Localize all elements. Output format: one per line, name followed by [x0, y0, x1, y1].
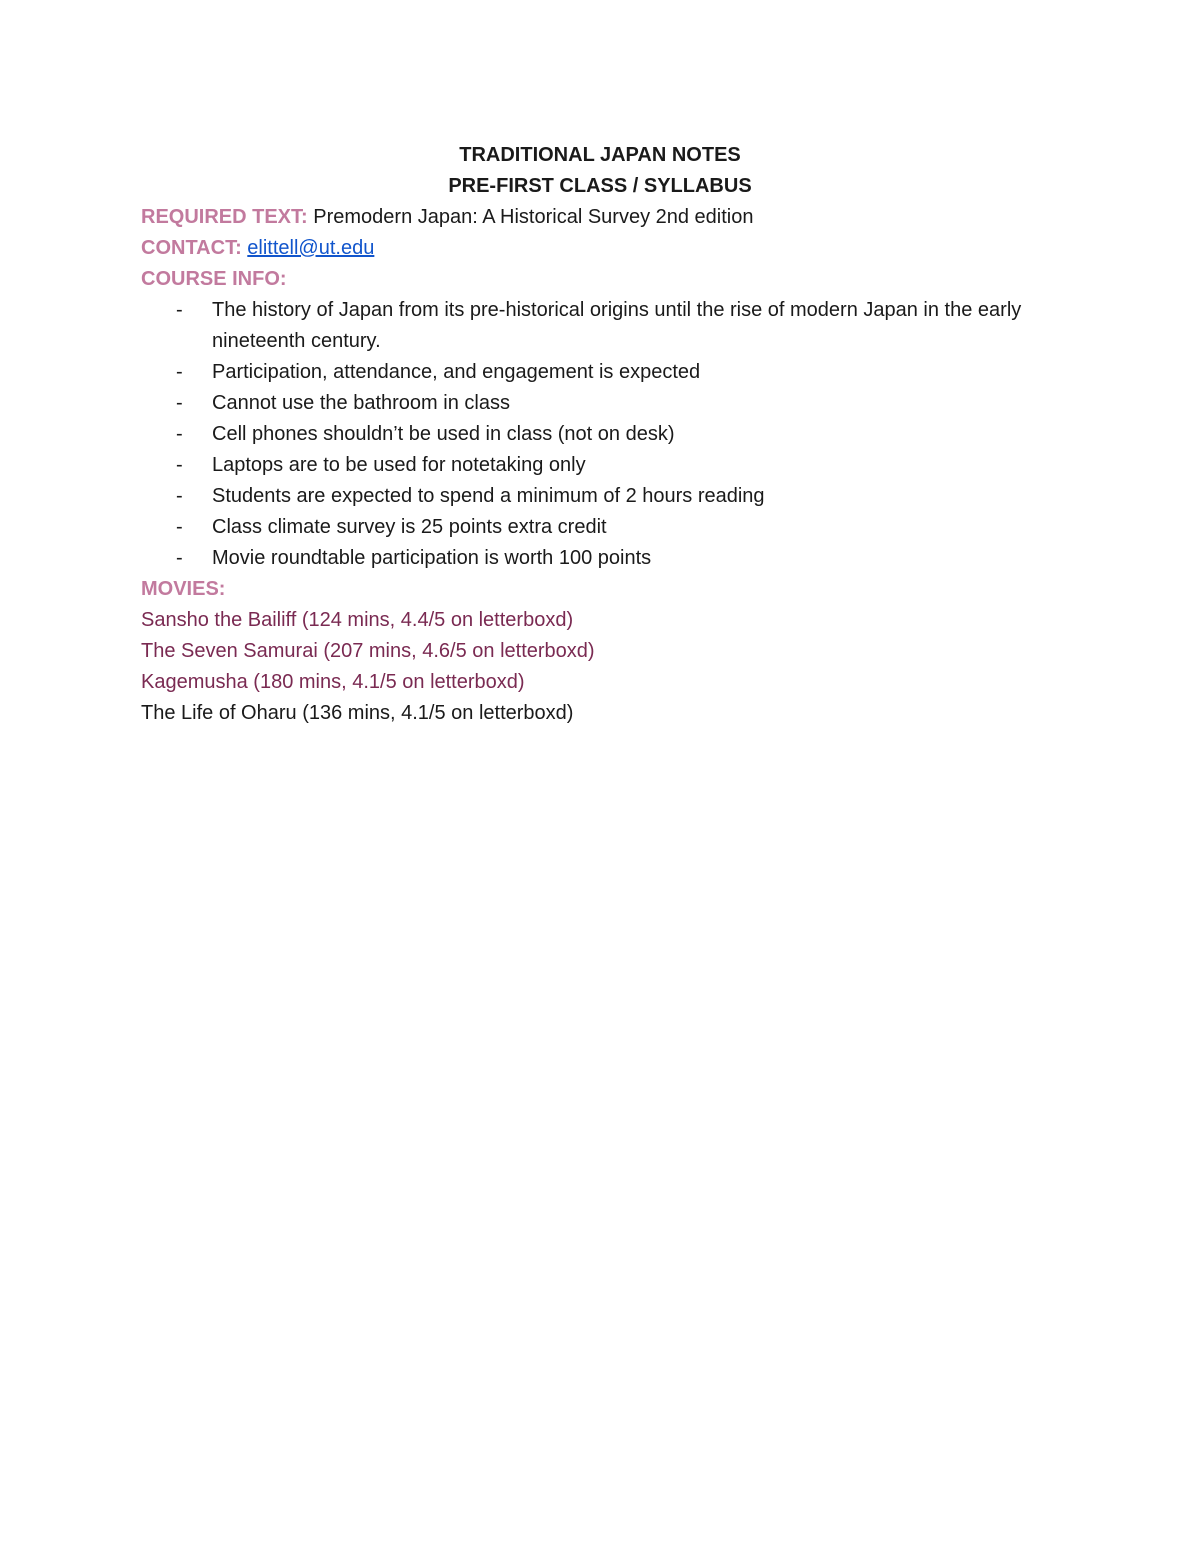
document-title: TRADITIONAL JAPAN NOTES	[459, 144, 741, 166]
list-item-text: Class climate survey is 25 points extra credit	[212, 516, 607, 538]
list-item-text: The history of Japan from its pre-historical origins until the rise of modern Japan in the early nineteenth century.	[212, 299, 1022, 352]
course-info-label: COURSE INFO:	[141, 268, 287, 290]
document-body	[141, 140, 1061, 729]
list-item	[141, 295, 1061, 357]
list-item-text: Laptops are to be used for notetaking only	[212, 454, 586, 476]
movie-item: The Life of Oharu (136 mins, 4.1/5 on letterboxd)	[141, 702, 574, 724]
required-text-line	[141, 202, 1061, 233]
list-item	[141, 512, 1061, 543]
list-item	[141, 543, 1061, 574]
bullet-dash: -	[176, 547, 183, 569]
movie-item: The Seven Samurai (207 mins, 4.6/5 on letterboxd)	[141, 640, 595, 662]
bullet-dash: -	[176, 361, 183, 383]
bullet-dash: -	[176, 485, 183, 507]
contact-line	[141, 233, 1061, 264]
required-text-value: Premodern Japan: A Historical Survey 2nd edition	[313, 206, 754, 228]
bullet-dash: -	[176, 392, 183, 414]
contact-label: CONTACT:	[141, 237, 242, 259]
movie-item: Kagemusha (180 mins, 4.1/5 on letterboxd)	[141, 671, 525, 693]
list-item-text: Movie roundtable participation is worth 100 points	[212, 547, 652, 569]
movies-label: MOVIES:	[141, 578, 226, 600]
list-item	[141, 419, 1061, 450]
bullet-dash: -	[176, 299, 183, 321]
contact-email-link[interactable]: elittell@ut.edu	[247, 237, 375, 259]
list-item-text: Cell phones shouldn’t be used in class (not on desk)	[212, 423, 675, 445]
list-item	[141, 450, 1061, 481]
course-info-list	[141, 295, 1061, 574]
list-item	[141, 388, 1061, 419]
movie-item: Sansho the Bailiff (124 mins, 4.4/5 on letterboxd)	[141, 609, 574, 631]
bullet-dash: -	[176, 423, 183, 445]
list-item-text: Participation, attendance, and engagement is expected	[212, 361, 701, 383]
bullet-dash: -	[176, 516, 183, 538]
document-subtitle: PRE-FIRST CLASS / SYLLABUS	[448, 175, 752, 197]
required-text-label: REQUIRED TEXT:	[141, 206, 308, 228]
list-item	[141, 481, 1061, 512]
list-item	[141, 357, 1061, 388]
list-item-text: Cannot use the bathroom in class	[212, 392, 510, 414]
list-item-text: Students are expected to spend a minimum of 2 hours reading	[212, 485, 765, 507]
bullet-dash: -	[176, 454, 183, 476]
